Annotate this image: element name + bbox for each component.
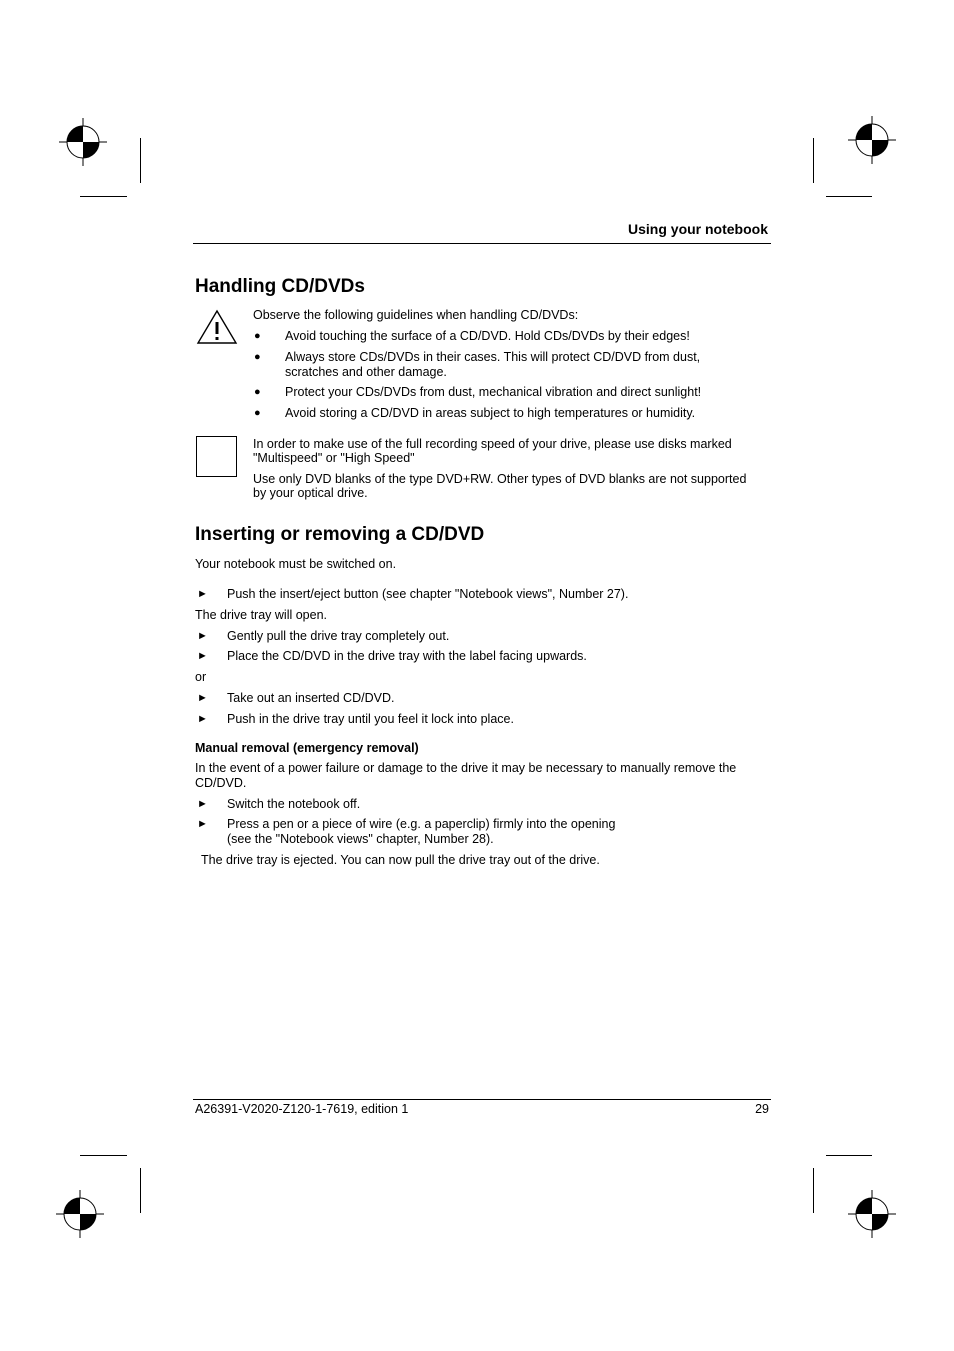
section-title-handling: Handling CD/DVDs — [195, 276, 365, 297]
bullet-icon: ● — [254, 330, 261, 342]
body-text: Your notebook must be switched on. — [195, 557, 397, 571]
crop-line — [80, 196, 127, 197]
note-box-icon — [196, 436, 237, 477]
arrow-icon: ► — [197, 713, 208, 725]
step-text: Push the insert/eject button (see chapter "Notebook views", Number 27). — [227, 587, 629, 601]
registration-mark-icon — [56, 1190, 104, 1238]
crop-line — [813, 138, 814, 183]
subsection-title-manual: Manual removal (emergency removal) — [195, 741, 419, 755]
result-text: The drive tray is ejected. You can now pull the drive tray out of the drive. — [201, 853, 600, 867]
bullet-icon: ● — [254, 351, 261, 363]
crop-line — [826, 1155, 872, 1156]
step-text: Press a pen or a piece of wire (e.g. a paperclip) firmly into the opening — [227, 817, 616, 831]
arrow-icon: ► — [197, 692, 208, 704]
note-text: "Multispeed" or "High Speed" — [253, 451, 415, 465]
arrow-icon: ► — [197, 650, 208, 662]
registration-mark-icon — [59, 118, 107, 166]
warning-bullet-text: Avoid storing a CD/DVD in areas subject to high temperatures or humidity. — [285, 406, 696, 420]
step-text: Place the CD/DVD in the drive tray with the label facing upwards. — [227, 649, 587, 663]
warning-intro: Observe the following guidelines when handling CD/DVDs: — [253, 308, 579, 322]
body-text: CD/DVD. — [195, 776, 247, 790]
running-title: Using your notebook — [628, 221, 768, 237]
warning-triangle-icon — [196, 309, 238, 345]
step-text: Push in the drive tray until you feel it lock into place. — [227, 712, 514, 726]
body-text: In the event of a power failure or damage to the drive it may be necessary to manually remove the — [195, 761, 737, 775]
crop-line — [813, 1168, 814, 1213]
bullet-icon: ● — [254, 386, 261, 398]
arrow-icon: ► — [197, 630, 208, 642]
note-text: In order to make use of the full recording speed of your drive, please use disks marked — [253, 437, 732, 451]
crop-line — [140, 1168, 141, 1213]
warning-bullet-text: Always store CDs/DVDs in their cases. This will protect CD/DVD from dust, — [285, 350, 701, 364]
footer-doc-id: A26391-V2020-Z120-1-7619, edition 1 — [195, 1102, 409, 1116]
warning-bullet-text: Protect your CDs/DVDs from dust, mechanical vibration and direct sunlight! — [285, 385, 702, 399]
crop-line — [140, 138, 141, 183]
step-text: Switch the notebook off. — [227, 797, 361, 811]
arrow-icon: ► — [197, 798, 208, 810]
registration-mark-icon — [848, 116, 896, 164]
or-text: or — [195, 670, 207, 684]
section-title-inserting: Inserting or removing a CD/DVD — [195, 524, 485, 545]
footer-rule — [193, 1099, 771, 1100]
crop-line — [80, 1155, 127, 1156]
note-text: by your optical drive. — [253, 486, 368, 500]
note-text: Use only DVD blanks of the type DVD+RW. Other types of DVD blanks are not supported — [253, 472, 747, 486]
crop-line — [826, 196, 872, 197]
bullet-icon: ● — [254, 407, 261, 419]
step-text: Take out an inserted CD/DVD. — [227, 691, 395, 705]
registration-mark-icon — [848, 1190, 896, 1238]
warning-bullet-text: scratches and other damage. — [285, 365, 447, 379]
page-number: 29 — [755, 1102, 769, 1116]
arrow-icon: ► — [197, 818, 208, 830]
arrow-icon: ► — [197, 588, 208, 600]
step-text: (see the "Notebook views" chapter, Number 28). — [227, 832, 494, 846]
result-text: The drive tray will open. — [195, 608, 328, 622]
header-rule — [193, 243, 771, 244]
step-text: Gently pull the drive tray completely out. — [227, 629, 450, 643]
warning-bullet-text: Avoid touching the surface of a CD/DVD. Hold CDs/DVDs by their edges! — [285, 329, 690, 343]
